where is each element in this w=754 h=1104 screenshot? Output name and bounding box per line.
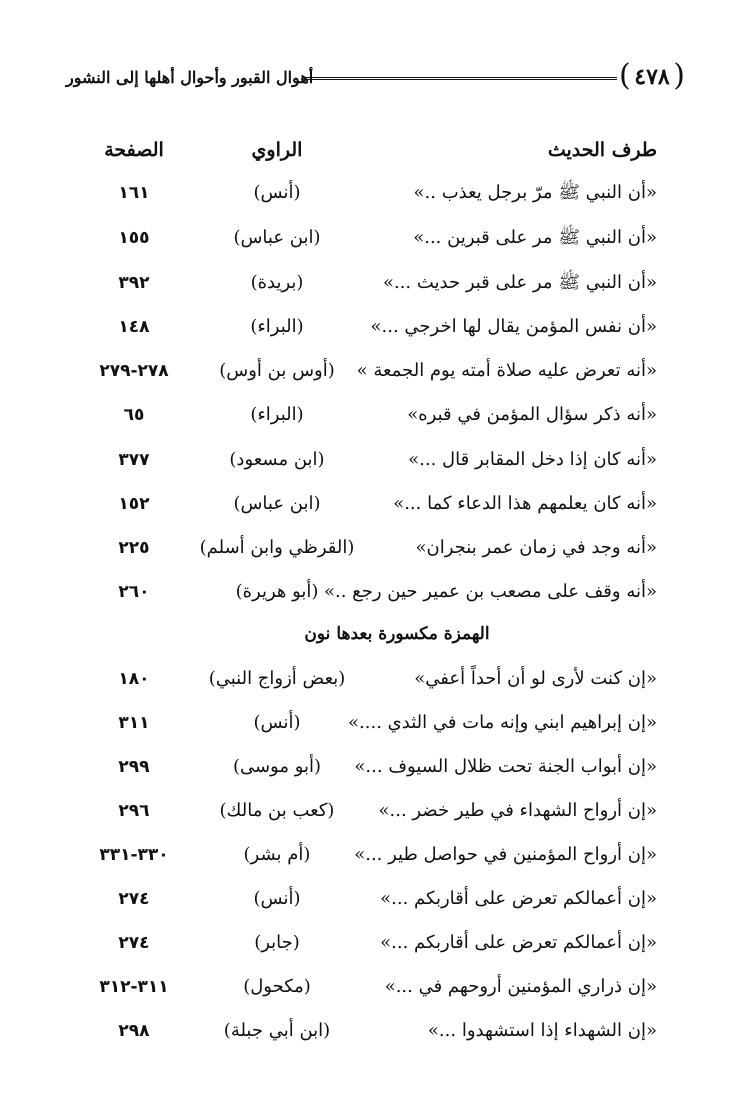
hadith-text: «أن نفس المؤمن يقال لها اخرجي ...» bbox=[370, 316, 657, 337]
narrator-name: (كعب بن مالك) bbox=[219, 800, 335, 821]
hadith-text: «إن كنت لأرى لو أن أحداً أعفي» bbox=[414, 668, 657, 689]
hadith-text: «إن إبراهيم ابني وإنه مات في الثدي ....» bbox=[348, 712, 657, 733]
narrator-name: (بريدة) bbox=[250, 272, 304, 293]
page-ref: ٢٩٦ bbox=[118, 801, 150, 821]
page-number: ( ٤٧٨ ) bbox=[621, 62, 683, 92]
page-ref: ٢٩٩ bbox=[118, 757, 150, 777]
column-header-page: الصفحة bbox=[104, 139, 164, 161]
narrator-name: (ابن مسعود) bbox=[229, 449, 325, 470]
book-title: أهوال القبور وأحوال أهلها إلى النشور bbox=[66, 68, 314, 87]
table-row bbox=[0, 796, 754, 840]
page-ref: ٢٢٥ bbox=[118, 538, 150, 558]
hadith-text: «إن أعمالكم تعرض على أقاربكم ...» bbox=[380, 932, 657, 953]
narrator-name: (البراء) bbox=[250, 316, 304, 337]
hadith-text: «إن أبواب الجنة تحت ظلال السيوف ...» bbox=[354, 756, 657, 777]
hadith-text: «أن النبي ﷺ مرّ برجل يعذب ..» bbox=[413, 182, 657, 203]
hadith-text: «أنه تعرض عليه صلاة أمته يوم الجمعة » bbox=[356, 360, 657, 381]
narrator-name: (مكحول) bbox=[243, 976, 311, 997]
column-header-hadith: طرف الحديث bbox=[547, 139, 657, 161]
table-row bbox=[0, 577, 754, 621]
table-row bbox=[0, 223, 754, 267]
hadith-text: «أن النبي ﷺ مر على قبرين ...» bbox=[413, 227, 657, 248]
narrator-name: (أبو موسى) bbox=[232, 756, 322, 777]
page-ref: ٢٧٤ bbox=[118, 933, 150, 953]
page-ref: ٣١١ bbox=[118, 713, 150, 733]
page-ref: ٢٧٤ bbox=[118, 889, 150, 909]
table-row bbox=[0, 884, 754, 928]
narrator-name: (أوس بن أوس) bbox=[219, 360, 335, 381]
narrator-name: (أبو هريرة) bbox=[235, 581, 319, 602]
hadith-text: «أنه كان إذا دخل المقابر قال ...» bbox=[408, 449, 657, 470]
hadith-text: «إن أعمالكم تعرض على أقاربكم ...» bbox=[380, 888, 657, 909]
page-ref: ١٥٥ bbox=[118, 228, 150, 248]
page-ref: ٣٩٢ bbox=[118, 273, 150, 293]
hadith-text: «أنه وجد في زمان عمر بنجران» bbox=[415, 537, 657, 558]
narrator-name: (بعض أزواج النبي) bbox=[208, 668, 346, 689]
hadith-text: «أنه ذكر سؤال المؤمن في قبره» bbox=[407, 404, 657, 425]
page-ref: ٢٧٨-٢٧٩ bbox=[99, 361, 169, 381]
hadith-text: «إن ذراري المؤمنين أروحهم في ...» bbox=[384, 976, 657, 997]
column-header-narrator: الراوي bbox=[251, 139, 303, 161]
page-ref: ٣٣٠-٣٣١ bbox=[99, 845, 169, 865]
table-row bbox=[0, 708, 754, 752]
table-row bbox=[0, 268, 754, 312]
page-ref: ١٦١ bbox=[118, 183, 150, 203]
page-ref: ٢٦٠ bbox=[118, 582, 150, 602]
section-heading: الهمزة مكسورة بعدها نون bbox=[304, 624, 490, 644]
hadith-text: «أنه وقف على مصعب بن عمير حين رجع ..» bbox=[323, 581, 657, 602]
narrator-name: (جابر) bbox=[254, 932, 300, 953]
narrator-name: (ابن أبي جبلة) bbox=[223, 1020, 331, 1041]
table-row bbox=[0, 178, 754, 222]
narrator-name: (ابن عباس) bbox=[233, 227, 321, 248]
table-row bbox=[0, 312, 754, 356]
narrator-name: (أنس) bbox=[253, 712, 301, 733]
table-row bbox=[0, 445, 754, 489]
page-ref: ٣٧٧ bbox=[118, 450, 150, 470]
narrator-name: (أنس) bbox=[253, 888, 301, 909]
narrator-name: (أنس) bbox=[253, 182, 301, 203]
table-row bbox=[0, 972, 754, 1016]
page-ref: ١٤٨ bbox=[118, 317, 150, 337]
page-ref: ١٨٠ bbox=[118, 669, 150, 689]
narrator-name: (ابن عباس) bbox=[233, 493, 321, 514]
table-row bbox=[0, 928, 754, 972]
page-ref: ١٥٢ bbox=[118, 494, 150, 514]
hadith-text: «أن النبي ﷺ مر على قبر حديث ...» bbox=[382, 272, 657, 293]
narrator-name: (القرظي وابن أسلم) bbox=[199, 537, 355, 558]
table-row bbox=[0, 664, 754, 708]
hadith-text: «أنه كان يعلمهم هذا الدعاء كما ...» bbox=[393, 493, 657, 514]
table-row bbox=[0, 533, 754, 577]
narrator-name: (أم بشر) bbox=[243, 844, 311, 865]
table-row bbox=[0, 840, 754, 884]
narrator-name: (البراء) bbox=[250, 404, 304, 425]
page-ref: ٢٩٨ bbox=[118, 1021, 150, 1041]
table-row bbox=[0, 356, 754, 400]
table-row bbox=[0, 489, 754, 533]
table-row bbox=[0, 400, 754, 444]
hadith-text: «إن أرواح المؤمنين في حواصل طير ...» bbox=[354, 844, 657, 865]
table-row bbox=[0, 1016, 754, 1060]
page-ref: ٣١١-٣١٢ bbox=[99, 977, 169, 997]
hadith-text: «إن الشهداء إذا استشهدوا ...» bbox=[427, 1020, 657, 1041]
table-row bbox=[0, 752, 754, 796]
header-rule bbox=[302, 77, 617, 80]
page-ref: ٦٥ bbox=[123, 405, 145, 425]
running-header bbox=[66, 58, 689, 98]
hadith-text: «إن أرواح الشهداء في طير خضر ...» bbox=[378, 800, 657, 821]
